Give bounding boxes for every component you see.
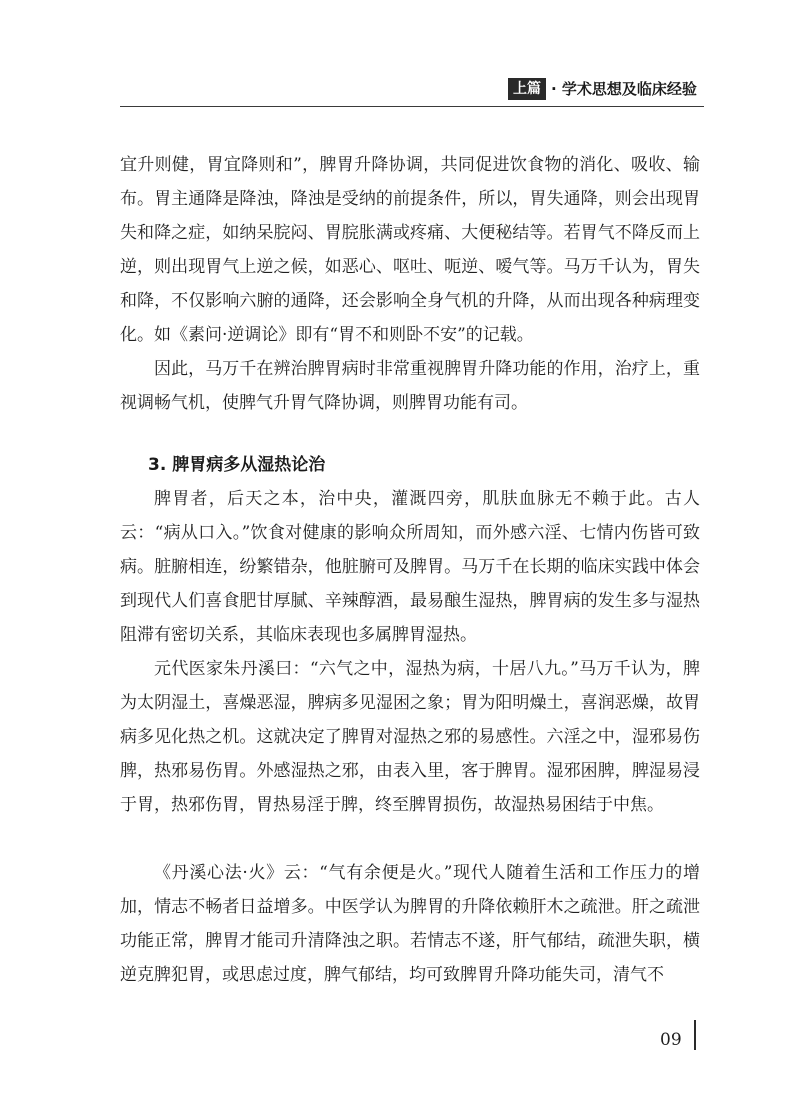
page-number-bar (694, 1020, 696, 1050)
section-heading: 3. 脾胃病多从湿热论治 (148, 455, 326, 475)
paragraph: 因此，马万千在辨治脾胃病时非常重视脾胃升降功能的作用，治疗上，重视调畅气机，使脾气升胃气降协调，则脾胃功能有司。 (120, 359, 700, 413)
paragraph-continued: 宜升则健，胃宜降则和”，脾胃升降协调，共同促进饮食物的消化、吸收、输布。胃主通降是降浊，降浊是受纳的前提条件，所以，胃失通降，则会出现胃失和降之症，如纳呆脘闷、胃脘胀满或疼痛、大便秘结等。若胃气不降反而上逆，则出现胃气上逆之候，如恶心、呕吐、呃逆、嗳气等。马万千认为，胃失和降，不仅影响六腑的通降，还会影响全身气机的升降，从而出现各种病理变化。如《素问·逆调论》即有“胃不和则卧不安”的记载。 (120, 155, 700, 345)
page-number: 09 (660, 1030, 682, 1050)
running-header (0, 70, 800, 110)
paragraph: 《丹溪心法·火》云：“气有余便是火。”现代人随着生活和工作压力的增加，情志不畅者日益增多。中医学认为脾胃的升降依赖肝木之疏泄。肝之疏泄功能正常，脾胃才能司升清降浊之职。若情志不遂，肝气郁结，疏泄失职，横逆克脾犯胃，或思虑过度，脾气郁结，均可致脾胃升降功能失司，清气不 (120, 863, 700, 985)
paragraph: 脾胃者，后天之本，治中央，灌溉四旁，肌肤血脉无不赖于此。古人云：“病从口入。”饮食对健康的影响众所周知，而外感六淫、七情内伤皆可致病。脏腑相连，纷繁错杂，他脏腑可及脾胃。马万千在长期的临床实践中体会到现代人们喜食肥甘厚腻、辛辣醇酒，最易酿生湿热，脾胃病的发生多与湿热阻滞有密切关系，其临床表现也多属脾胃湿热。 (120, 489, 700, 645)
paragraph: 元代医家朱丹溪曰：“六气之中，湿热为病，十居八九。”马万千认为，脾为太阴湿土，喜燥恶湿，脾病多见湿困之象；胃为阳明燥土，喜润恶燥，故胃病多见化热之机。这就决定了脾胃对湿热之邪的易感性。六淫之中，湿邪易伤脾，热邪易伤胃。外感湿热之邪，由表入里，客于脾胃。湿邪困脾，脾湿易浸于胃，热邪伤胃，胃热易淫于脾，终至脾胃损伤，故湿热易困结于中焦。 (120, 659, 700, 815)
header-rule (120, 106, 704, 107)
running-header-title: · 学术思想及临床经验 (551, 80, 697, 98)
part-tag: 上篇 (508, 78, 546, 100)
